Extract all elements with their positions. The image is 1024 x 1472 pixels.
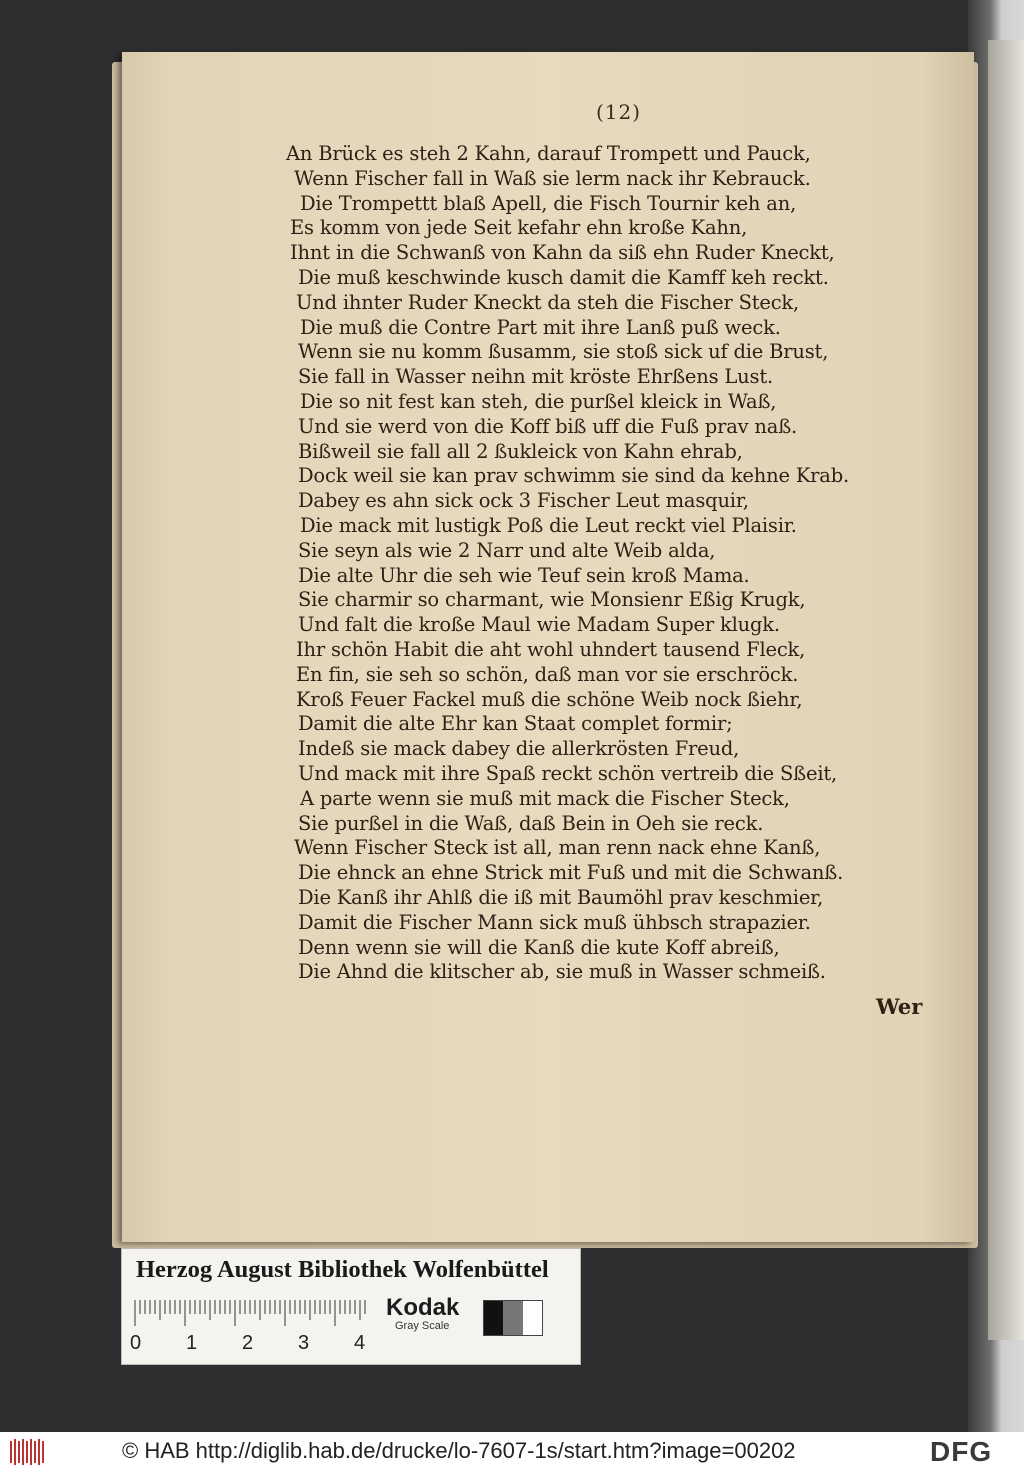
ruler-numbers (124, 1332, 384, 1358)
text-line: Die alte Uhr die seh wie Teuf sein kroß Mama. (298, 563, 750, 587)
ruler-number: 0 (130, 1332, 142, 1354)
hab-logo-icon (8, 1437, 46, 1467)
text-line: Die Trompettt blaß Apell, die Fisch Tournir keh an, (300, 191, 797, 215)
catchword: Wer (876, 994, 923, 1019)
ruler-number: 2 (242, 1332, 254, 1354)
text-line: Wenn Fischer fall in Waß sie lerm nack ihr Kebrauck. (294, 166, 811, 190)
text-line: Wenn Fischer Steck ist all, man renn nack ehne Kanß, (294, 836, 821, 860)
ruler-number: 1 (186, 1332, 198, 1354)
text-line: Sie charmir so charmant, wie Monsienr Eßig Krugk, (298, 588, 806, 612)
footer-copyright-link[interactable]: © HAB http://diglib.hab.de/drucke/lo-7607-1s/start.htm?image=00202 (122, 1438, 796, 1463)
text-line: Dabey es ahn sick ock 3 Fischer Leut masquir, (298, 489, 749, 513)
kodak-logo: Kodak (386, 1294, 460, 1321)
text-line: Und sie werd von die Koff biß uff die Fuß prav naß. (298, 414, 798, 438)
text-line: Kroß Feuer Fackel muß die schöne Weib nock ßiehr, (296, 687, 803, 711)
text-line: Indeß sie mack dabey die allerkrösten Freud, (298, 737, 740, 761)
ruler-number: 4 (354, 1332, 366, 1354)
text-line: Sie fall in Wasser neihn mit kröste Ehrßens Lust. (298, 365, 773, 389)
text-line: Und mack mit ihre Spaß reckt schön vertreib die Sßeit, (298, 761, 837, 785)
text-line: En fin, sie seh so schön, daß man vor sie erschröck. (296, 662, 799, 686)
text-line: Es komm von jede Seit kefahr ehn kroße Kahn, (290, 216, 748, 240)
ruler-scale (133, 1298, 373, 1328)
poem-text (286, 142, 936, 985)
text-line: Und falt die kroße Maul wie Madam Super klugk. (298, 613, 780, 637)
text-line: Die mack mit lustigk Poß die Leut reckt viel Plaisir. (300, 513, 797, 537)
text-line: Wenn sie nu komm ßusamm, sie stoß sick uf die Brust, (298, 340, 829, 364)
library-name: Herzog August Bibliothek Wolfenbüttel (136, 1256, 549, 1283)
text-line: Die Kanß ihr Ahlß die iß mit Baumöhl prav keschmier, (298, 885, 824, 909)
text-line: Die muß keschwinde kusch damit die Kamff keh reckt. (298, 265, 829, 289)
text-line: Damit die Fischer Mann sick muß ühbsch strapazier. (298, 910, 811, 934)
text-line: A parte wenn sie muß mit mack die Fischer Steck, (300, 786, 790, 810)
gray-scale-patches (483, 1300, 543, 1336)
text-line: Sie purßel in die Waß, daß Bein in Oeh sie reck. (298, 811, 764, 835)
text-line: Denn wenn sie will die Kanß die kute Koff abreiß, (298, 935, 780, 959)
text-line: Die ehnck an ehne Strick mit Fuß und mit die Schwanß. (298, 861, 844, 885)
text-line: Dock weil sie kan prav schwimm sie sind da kehne Krab. (298, 464, 850, 488)
text-line: Die Ahnd die klitscher ab, sie muß in Wasser schmeiß. (298, 960, 826, 984)
text-line: Und ihnter Ruder Kneckt da steh die Fischer Steck, (296, 290, 800, 314)
text-line: Ihr schön Habit die aht wohl uhndert tausend Fleck, (296, 637, 806, 661)
text-line: Die muß die Contre Part mit ihre Lanß puß weck. (300, 315, 781, 339)
opposite-page-edge (988, 40, 1024, 1340)
text-line: An Brück es steh 2 Kahn, darauf Trompett und Pauck, (286, 142, 811, 165)
text-line: Die so nit fest kan steh, die purßel kleick in Waß, (300, 389, 777, 413)
page-number: (12) (596, 100, 642, 124)
text-line: Damit die alte Ehr kan Staat complet formir; (298, 712, 733, 736)
text-line: Bißweil sie fall all 2 ßukleick von Kahn ehrab, (298, 439, 743, 463)
text-line: Ihnt in die Schwanß von Kahn da siß ehn Ruder Kneckt, (290, 241, 835, 265)
gray-scale-label: Gray Scale (395, 1320, 450, 1332)
dfg-logo: DFG (930, 1436, 993, 1467)
ruler-number: 3 (298, 1332, 310, 1354)
text-line: Sie seyn als wie 2 Narr und alte Weib alda, (298, 538, 716, 562)
